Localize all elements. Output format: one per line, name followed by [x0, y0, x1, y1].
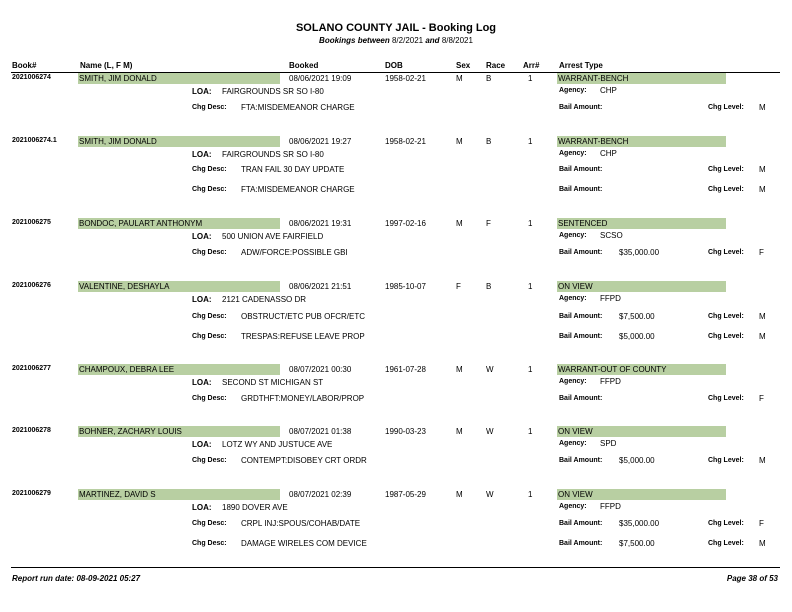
chg-desc-label: Chg Desc: [192, 457, 227, 464]
booked-datetime: 08/07/2021 01:38 [289, 427, 352, 436]
loa-label: LOA: [192, 503, 212, 512]
book-number: 2021006274.1 [12, 137, 57, 144]
bail-amount-label: Bail Amount: [559, 540, 603, 547]
chg-level-label: Chg Level: [708, 333, 744, 340]
arrest-type: ON VIEW [558, 427, 593, 436]
arrest-type-highlight [557, 218, 726, 229]
col-arr: Arr# [523, 61, 540, 70]
chg-level-label: Chg Level: [708, 313, 744, 320]
arrest-type: WARRANT-BENCH [558, 137, 629, 146]
col-sex: Sex [456, 61, 471, 70]
report-run-date [12, 574, 140, 583]
and-word: and [425, 36, 440, 45]
chg-desc-value: OBSTRUCT/ETC PUB OFCR/ETC [241, 312, 366, 321]
race: W [486, 365, 494, 374]
person-name: CHAMPOUX, DEBRA LEE [79, 365, 175, 374]
arrest-type-highlight [557, 489, 726, 500]
chg-desc-value: FTA:MISDEMEANOR CHARGE [241, 103, 355, 112]
arrest-number: 1 [528, 137, 533, 146]
loa-value: 500 UNION AVE FAIRFIELD [222, 232, 324, 241]
name-highlight [78, 426, 280, 437]
chg-level-label: Chg Level: [708, 540, 744, 547]
race: F [486, 219, 491, 228]
agency-label: Agency: [559, 440, 587, 447]
bail-amount-value: $35,000.00 [619, 519, 660, 528]
chg-level-value: M [759, 103, 766, 112]
bail-amount-label: Bail Amount: [559, 104, 603, 111]
bail-amount-label: Bail Amount: [559, 520, 603, 527]
bail-amount-value: $5,000.00 [619, 456, 655, 465]
chg-desc-label: Chg Desc: [192, 395, 227, 402]
person-name: VALENTINE, DESHAYLA [79, 282, 170, 291]
agency-label: Agency: [559, 503, 587, 510]
race: B [486, 282, 492, 291]
book-number: 2021006276 [12, 282, 51, 289]
bail-amount-label: Bail Amount: [559, 186, 603, 193]
run-date-value: 08-09-2021 05:27 [76, 574, 141, 583]
booked-datetime: 08/06/2021 21:51 [289, 282, 352, 291]
chg-desc-value: ADW/FORCE:POSSIBLE GBI [241, 248, 348, 257]
person-name: MARTINEZ, DAVID S [79, 490, 156, 499]
chg-desc-label: Chg Desc: [192, 104, 227, 111]
arrest-number: 1 [528, 490, 533, 499]
bail-amount-label: Bail Amount: [559, 395, 603, 402]
bail-amount-value: $7,500.00 [619, 312, 655, 321]
dob: 1958-02-21 [385, 74, 426, 83]
chg-desc-value: GRDTHFT:MONEY/LABOR/PROP [241, 394, 365, 403]
loa-label: LOA: [192, 150, 212, 159]
arrest-type-highlight [557, 364, 726, 375]
agency-label: Agency: [559, 232, 587, 239]
agency-value: FFPD [600, 294, 621, 303]
chg-desc-label: Chg Desc: [192, 540, 227, 547]
dob: 1985-10-07 [385, 282, 426, 291]
race: W [486, 490, 494, 499]
bail-amount-value: $7,500.00 [619, 539, 655, 548]
name-highlight [78, 364, 280, 375]
sex: M [456, 219, 463, 228]
bail-amount-label: Bail Amount: [559, 457, 603, 464]
sex: F [456, 282, 461, 291]
name-highlight [78, 73, 280, 84]
chg-level-label: Chg Level: [708, 395, 744, 402]
person-name: SMITH, JIM DONALD [79, 137, 157, 146]
chg-level-value: F [759, 394, 764, 403]
chg-level-label: Chg Level: [708, 104, 744, 111]
chg-level-value: M [759, 456, 766, 465]
report-title: SOLANO COUNTY JAIL - Booking Log [295, 22, 497, 34]
arrest-number: 1 [528, 427, 533, 436]
col-arrest-type: Arrest Type [559, 61, 603, 70]
chg-level-value: M [759, 185, 766, 194]
arrest-type-highlight [557, 426, 726, 437]
col-book: Book# [12, 61, 37, 70]
footer-rule [11, 567, 780, 568]
booked-datetime: 08/07/2021 00:30 [289, 365, 352, 374]
person-name: BONDOC, PAULART ANTHONYM [79, 219, 203, 228]
loa-label: LOA: [192, 440, 212, 449]
chg-desc-value: CRPL INJ:SPOUS/COHAB/DATE [241, 519, 361, 528]
agency-label: Agency: [559, 295, 587, 302]
arrest-type: SENTENCED [558, 219, 608, 228]
dob: 1990-03-23 [385, 427, 426, 436]
chg-level-value: F [759, 248, 764, 257]
chg-level-label: Chg Level: [708, 249, 744, 256]
chg-desc-label: Chg Desc: [192, 333, 227, 340]
person-name: BOHNER, ZACHARY LOUIS [79, 427, 182, 436]
booked-datetime: 08/06/2021 19:27 [289, 137, 352, 146]
agency-value: SCSO [600, 231, 623, 240]
chg-level-label: Chg Level: [708, 520, 744, 527]
agency-value: CHP [600, 86, 617, 95]
agency-label: Agency: [559, 87, 587, 94]
arrest-type: ON VIEW [558, 490, 593, 499]
chg-level-value: F [759, 519, 764, 528]
chg-desc-value: TRAN FAIL 30 DAY UPDATE [241, 165, 345, 174]
chg-desc-value: TRESPAS:REFUSE LEAVE PROP [241, 332, 365, 341]
arrest-number: 1 [528, 282, 533, 291]
loa-label: LOA: [192, 295, 212, 304]
run-date-label: Report run date: [12, 574, 75, 583]
sex: M [456, 427, 463, 436]
name-highlight [78, 136, 280, 147]
bail-amount-label: Bail Amount: [559, 313, 603, 320]
loa-value: FAIRGROUNDS SR SO I-80 [222, 87, 324, 96]
booked-datetime: 08/06/2021 19:31 [289, 219, 352, 228]
page-number: Page 38 of 53 [726, 574, 778, 583]
race: B [486, 137, 492, 146]
book-number: 2021006275 [12, 219, 51, 226]
race: B [486, 74, 492, 83]
agency-value: FFPD [600, 377, 621, 386]
name-highlight [78, 281, 280, 292]
dob: 1958-02-21 [385, 137, 426, 146]
bail-amount-value: $5,000.00 [619, 332, 655, 341]
arrest-type-highlight [557, 281, 726, 292]
chg-desc-value: CONTEMPT:DISOBEY CRT ORDR [241, 456, 367, 465]
loa-value: SECOND ST MICHIGAN ST [222, 378, 324, 387]
chg-desc-label: Chg Desc: [192, 186, 227, 193]
report-subtitle [0, 36, 792, 45]
arrest-number: 1 [528, 365, 533, 374]
bail-amount-label: Bail Amount: [559, 333, 603, 340]
sex: M [456, 74, 463, 83]
race: W [486, 427, 494, 436]
date-to: 8/8/2021 [441, 36, 473, 45]
arrest-type: WARRANT-BENCH [558, 74, 629, 83]
booked-datetime: 08/07/2021 02:39 [289, 490, 352, 499]
loa-value: FAIRGROUNDS SR SO I-80 [222, 150, 324, 159]
dob: 1997-02-16 [385, 219, 426, 228]
date-from: 8/2/2021 [391, 36, 424, 45]
bail-amount-value: $35,000.00 [619, 248, 660, 257]
arrest-type: ON VIEW [558, 282, 593, 291]
book-number: 2021006277 [12, 365, 51, 372]
arrest-type-highlight [557, 136, 726, 147]
chg-level-label: Chg Level: [708, 457, 744, 464]
dob: 1987-05-29 [385, 490, 426, 499]
chg-desc-value: FTA:MISDEMEANOR CHARGE [241, 185, 355, 194]
booked-datetime: 08/06/2021 19:09 [289, 74, 352, 83]
col-race: Race [486, 61, 506, 70]
agency-label: Agency: [559, 150, 587, 157]
col-name: Name (L, F M) [80, 61, 133, 70]
arrest-type-highlight [557, 73, 726, 84]
chg-desc-label: Chg Desc: [192, 249, 227, 256]
bail-amount-label: Bail Amount: [559, 249, 603, 256]
dob: 1961-07-28 [385, 365, 426, 374]
sex: M [456, 365, 463, 374]
loa-value: 1890 DOVER AVE [222, 503, 288, 512]
subtitle-prefix: Bookings between [319, 36, 390, 45]
loa-label: LOA: [192, 378, 212, 387]
chg-level-label: Chg Level: [708, 186, 744, 193]
chg-level-value: M [759, 165, 766, 174]
col-dob: DOB [385, 61, 403, 70]
chg-desc-label: Chg Desc: [192, 166, 227, 173]
book-number: 2021006279 [12, 490, 51, 497]
arrest-type: WARRANT-OUT OF COUNTY [558, 365, 667, 374]
chg-level-value: M [759, 312, 766, 321]
loa-label: LOA: [192, 232, 212, 241]
chg-desc-label: Chg Desc: [192, 520, 227, 527]
sex: M [456, 490, 463, 499]
name-highlight [78, 218, 280, 229]
chg-level-value: M [759, 539, 766, 548]
agency-value: SPD [600, 439, 617, 448]
book-number: 2021006278 [12, 427, 51, 434]
chg-level-label: Chg Level: [708, 166, 744, 173]
name-highlight [78, 489, 280, 500]
loa-label: LOA: [192, 87, 212, 96]
arrest-number: 1 [528, 219, 533, 228]
agency-value: FFPD [600, 502, 621, 511]
chg-desc-value: DAMAGE WIRELES COM DEVICE [241, 539, 367, 548]
loa-value: LOTZ WY AND JUSTUCE AVE [222, 440, 333, 449]
chg-desc-label: Chg Desc: [192, 313, 227, 320]
sex: M [456, 137, 463, 146]
person-name: SMITH, JIM DONALD [79, 74, 157, 83]
col-booked: Booked [289, 61, 319, 70]
book-number: 2021006274 [12, 74, 51, 81]
agency-value: CHP [600, 149, 617, 158]
bail-amount-label: Bail Amount: [559, 166, 603, 173]
loa-value: 2121 CADENASSO DR [222, 295, 307, 304]
arrest-number: 1 [528, 74, 533, 83]
chg-level-value: M [759, 332, 766, 341]
agency-label: Agency: [559, 378, 587, 385]
